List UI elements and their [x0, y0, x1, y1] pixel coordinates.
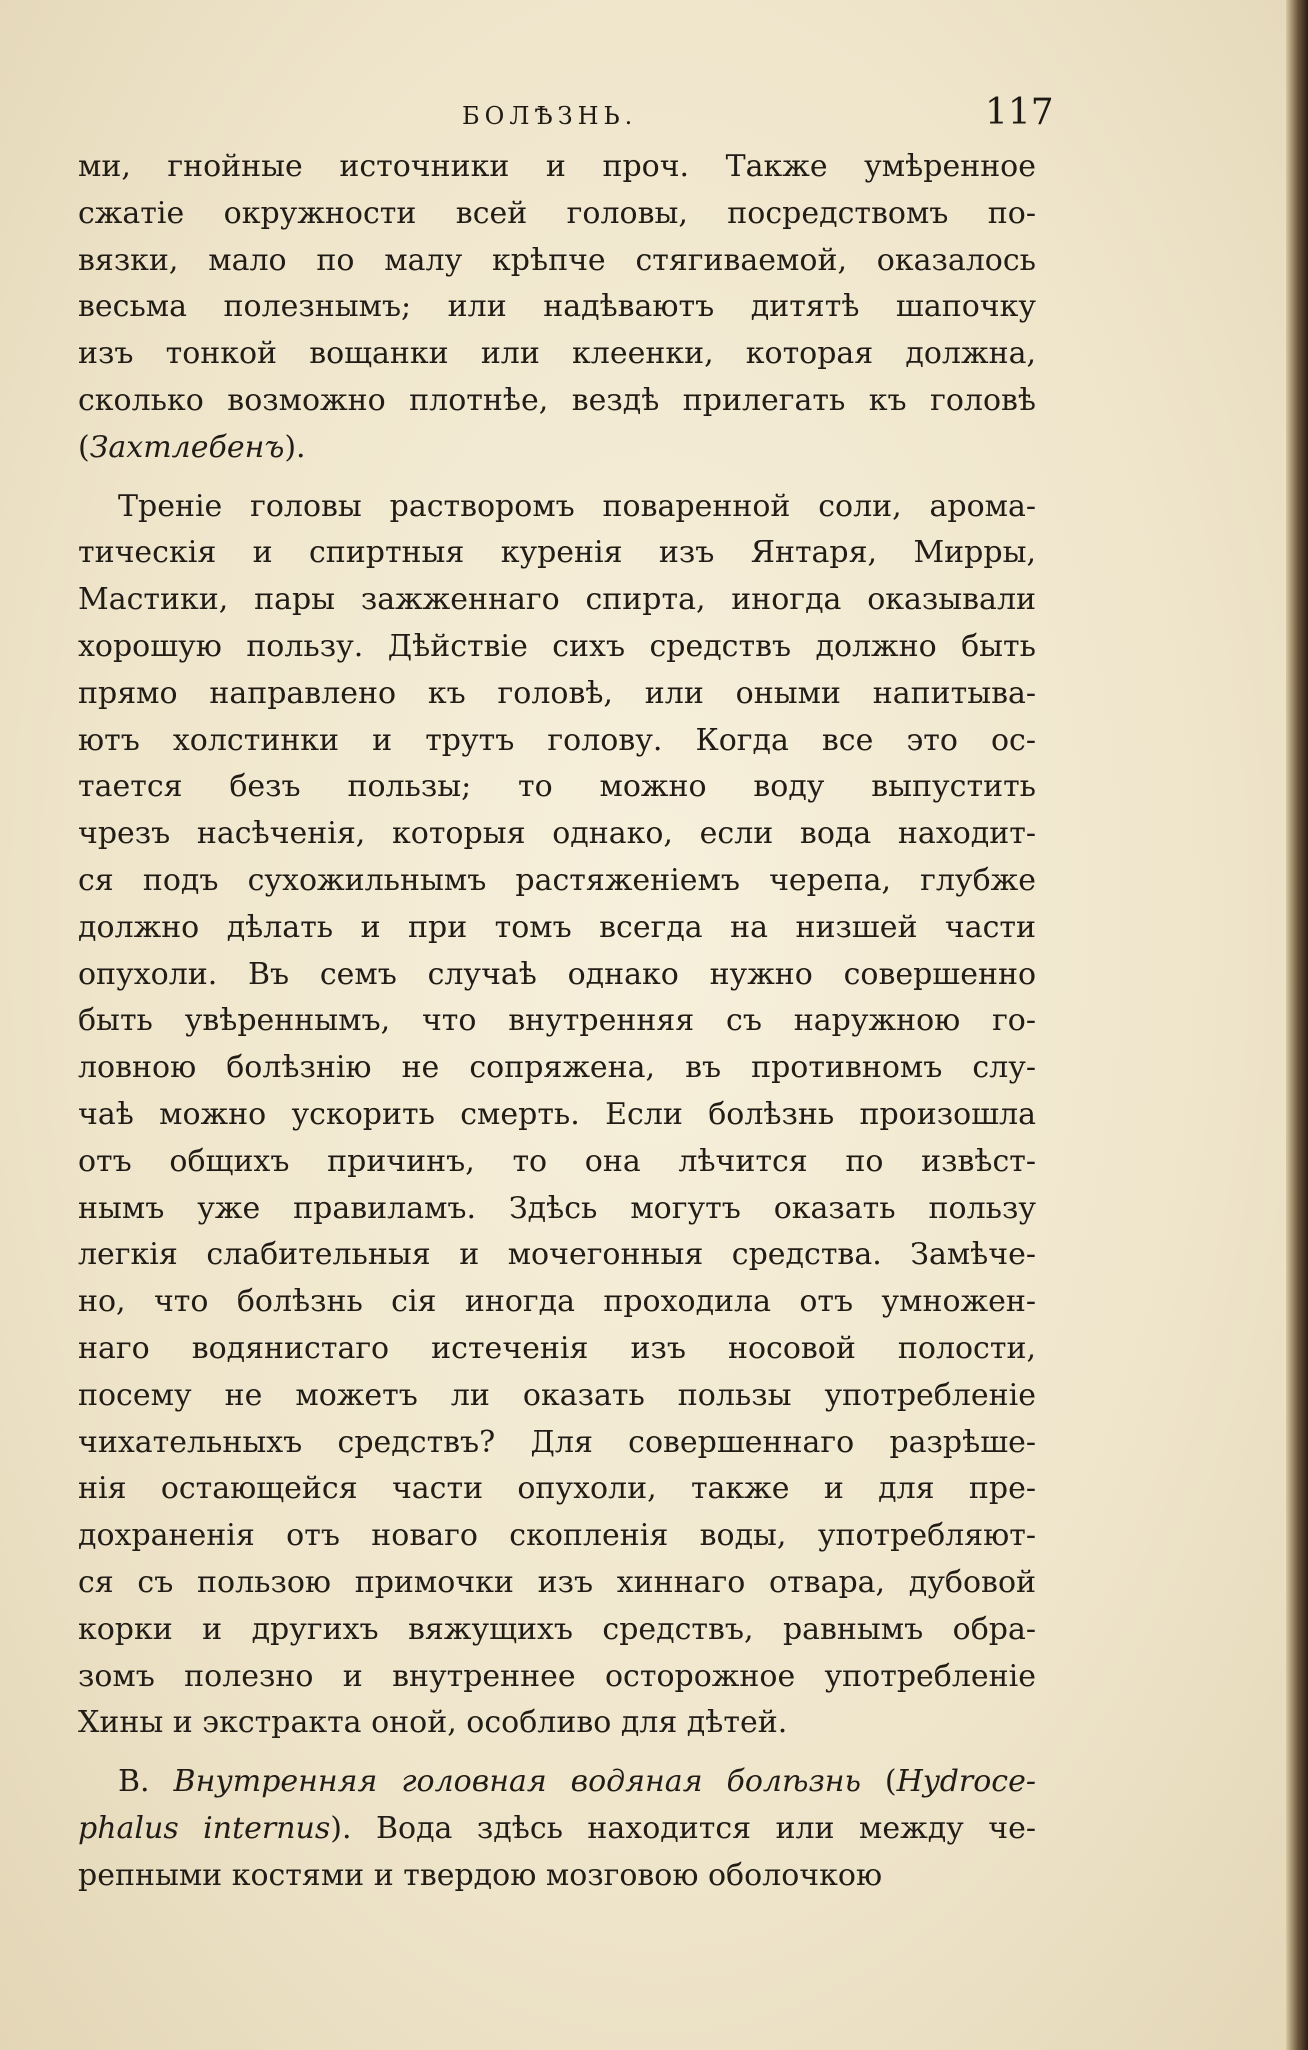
citation-open: ( — [78, 429, 90, 465]
section-heading-line — [78, 1759, 1036, 1806]
text-line — [78, 1806, 1036, 1853]
citation-author: Захтлебенъ — [89, 429, 285, 465]
text-line: изъ тонкой вощанки или клеенки, которая должна, — [78, 336, 1036, 372]
text-line: легкія слабительныя и мочегонныя средства. Замѣче- — [78, 1237, 1036, 1273]
text-line: ми, гнойные источники и проч. Также умѣренное — [78, 149, 1036, 184]
section-title: Внутренняя головная водяная болѣзнь — [173, 1764, 861, 1800]
text-line: Треніе головы растворомъ поваренной соли, арома- — [118, 488, 1036, 524]
text-line: ся съ пользою примочки изъ хиннаго отвара, дубовой — [78, 1564, 1036, 1600]
text-line: репными костями и твердою мозговою оболочкою — [78, 1857, 883, 1893]
text-line: дохраненія отъ новаго скопленія воды, употребляют- — [78, 1518, 1036, 1554]
text-line: весьма полезнымъ; или надѣваютъ дитятѣ шапочку — [78, 289, 1036, 325]
text-line: быть увѣреннымъ, что внутренняя съ наружною го- — [78, 1003, 1036, 1039]
text-line: но, что болѣзнь сія иногда проходила отъ умножен- — [78, 1284, 1036, 1320]
text-line: нія остающейся части опухоли, также и для пре- — [78, 1471, 1036, 1507]
page-header — [0, 92, 1286, 132]
section-label: В. — [118, 1764, 150, 1800]
text-line: Мастики, пары зажженнаго спирта, иногда оказывали — [78, 582, 1036, 618]
text-line: нымъ уже правиламъ. Здѣсь могутъ оказать пользу — [78, 1190, 1036, 1226]
page-binding-edge — [1286, 0, 1308, 2050]
text-line: должно дѣлать и при томъ всегда на низшей части — [78, 909, 1036, 945]
text-line: посему не можетъ ли оказать пользы употребленіе — [78, 1377, 1036, 1413]
text-line: сжатіе окружности всей головы, посредствомъ по- — [78, 195, 1036, 231]
text-line: чаѣ можно ускорить смерть. Если болѣзнь произошла — [78, 1096, 1036, 1132]
latin-term-part-1: Hydroce- — [896, 1764, 1036, 1800]
running-title: БОЛѢЗНЬ. — [462, 102, 638, 130]
text-line: корки и другихъ вяжущихъ средствъ, равнымъ обра- — [78, 1611, 1036, 1647]
text-line: Хины и экстракта оной, особливо для дѣтей. — [78, 1705, 788, 1741]
text-line: сколько возможно плотнѣе, вездѣ прилегать къ головѣ — [78, 382, 1036, 418]
text-fragment: ). Вода здѣсь находится или между че- — [330, 1810, 1036, 1846]
text-line: вязки, мало по малу крѣпче стягиваемой, оказалось — [78, 242, 1036, 278]
text-line: тическія и спиртныя куренія изъ Янтаря, Мирры, — [78, 535, 1036, 571]
text-line: чихательныхъ средствъ? Для совершеннаго разрѣше- — [78, 1424, 1036, 1460]
latin-term-part-2: phalus internus — [78, 1810, 331, 1846]
text-line: зомъ полезно и внутреннее осторожное употребленіе — [78, 1658, 1036, 1694]
page-number: 117 — [985, 92, 1054, 133]
latin-open: ( — [884, 1764, 897, 1800]
text-line: чрезъ насѣченія, которыя однако, если вода находит- — [78, 816, 1036, 852]
text-line: прямо направлено къ головѣ, или оными напитыва- — [78, 675, 1036, 711]
body-text — [78, 144, 1036, 1899]
citation-close: ). — [284, 429, 306, 465]
text-line: наго водянистаго истеченія изъ носовой полости, — [78, 1330, 1036, 1366]
text-line: опухоли. Въ семъ случаѣ однако нужно совершенно — [78, 956, 1036, 992]
citation-line — [78, 425, 1036, 472]
text-line: ловною болѣзнію не сопряжена, въ противномъ слу- — [78, 1050, 1036, 1086]
text-line: хорошую пользу. Дѣйствіе сихъ средствъ должно быть — [78, 628, 1036, 664]
text-line: ютъ холстинки и трутъ голову. Когда все это ос- — [78, 722, 1036, 758]
text-line: тается безъ пользы; то можно воду выпустить — [78, 769, 1036, 805]
text-line: ся подъ сухожильнымъ растяженіемъ черепа, глубже — [78, 862, 1036, 898]
text-line: отъ общихъ причинъ, то она лѣчится по извѣст- — [78, 1143, 1036, 1179]
